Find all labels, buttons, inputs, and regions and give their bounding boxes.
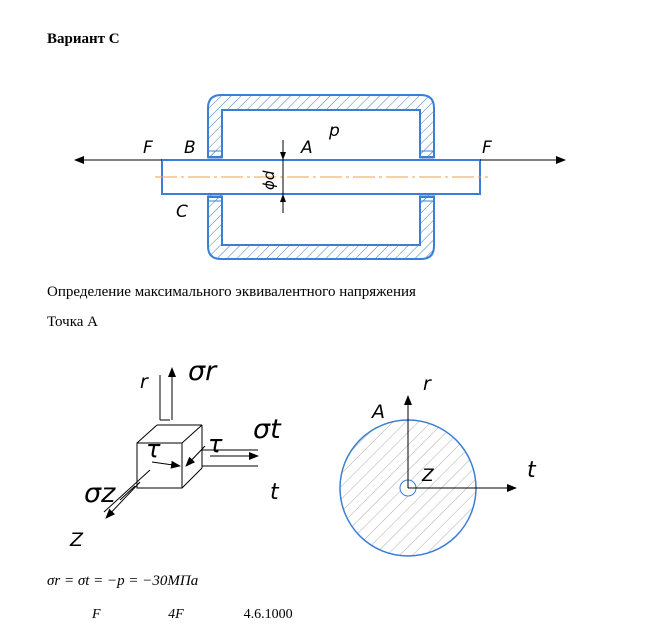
sigma-z-label: σz [84, 478, 116, 509]
frac-f: F [92, 607, 101, 622]
section-z-label: Z [422, 466, 434, 486]
diameter-label: ϕd [260, 170, 278, 190]
point-c-label: C [176, 202, 188, 222]
point-a-label: A [301, 138, 313, 158]
tau-left-label: τ [146, 435, 161, 463]
frac-4f: 4F [168, 607, 184, 622]
pressure-label: p [329, 121, 340, 141]
force-left-label: F [143, 138, 153, 158]
fraction-formula [92, 607, 293, 623]
sigma-r-label: σr [188, 356, 217, 387]
force-right-label: F [482, 138, 492, 158]
tau-right-label: τ [208, 430, 223, 458]
point-label: Точка А [47, 314, 98, 330]
section-point-a-label: A [372, 401, 385, 423]
section-r-label: r [423, 373, 431, 395]
point-b-label: B [184, 138, 196, 158]
sigma-t-label: σt [253, 414, 281, 445]
stress-formula: σr = σt = −p = −30МПа [47, 573, 199, 589]
variant-heading: Вариант С [47, 31, 120, 47]
section-subtitle: Определение максимального эквивалентного напряжения [47, 284, 416, 300]
z-axis-label: Z [70, 529, 84, 551]
t-axis-label: t [270, 480, 279, 505]
r-axis-label: r [140, 371, 148, 393]
frac-number: 4.6.1000 [243, 607, 293, 622]
section-t-label: t [527, 458, 536, 483]
